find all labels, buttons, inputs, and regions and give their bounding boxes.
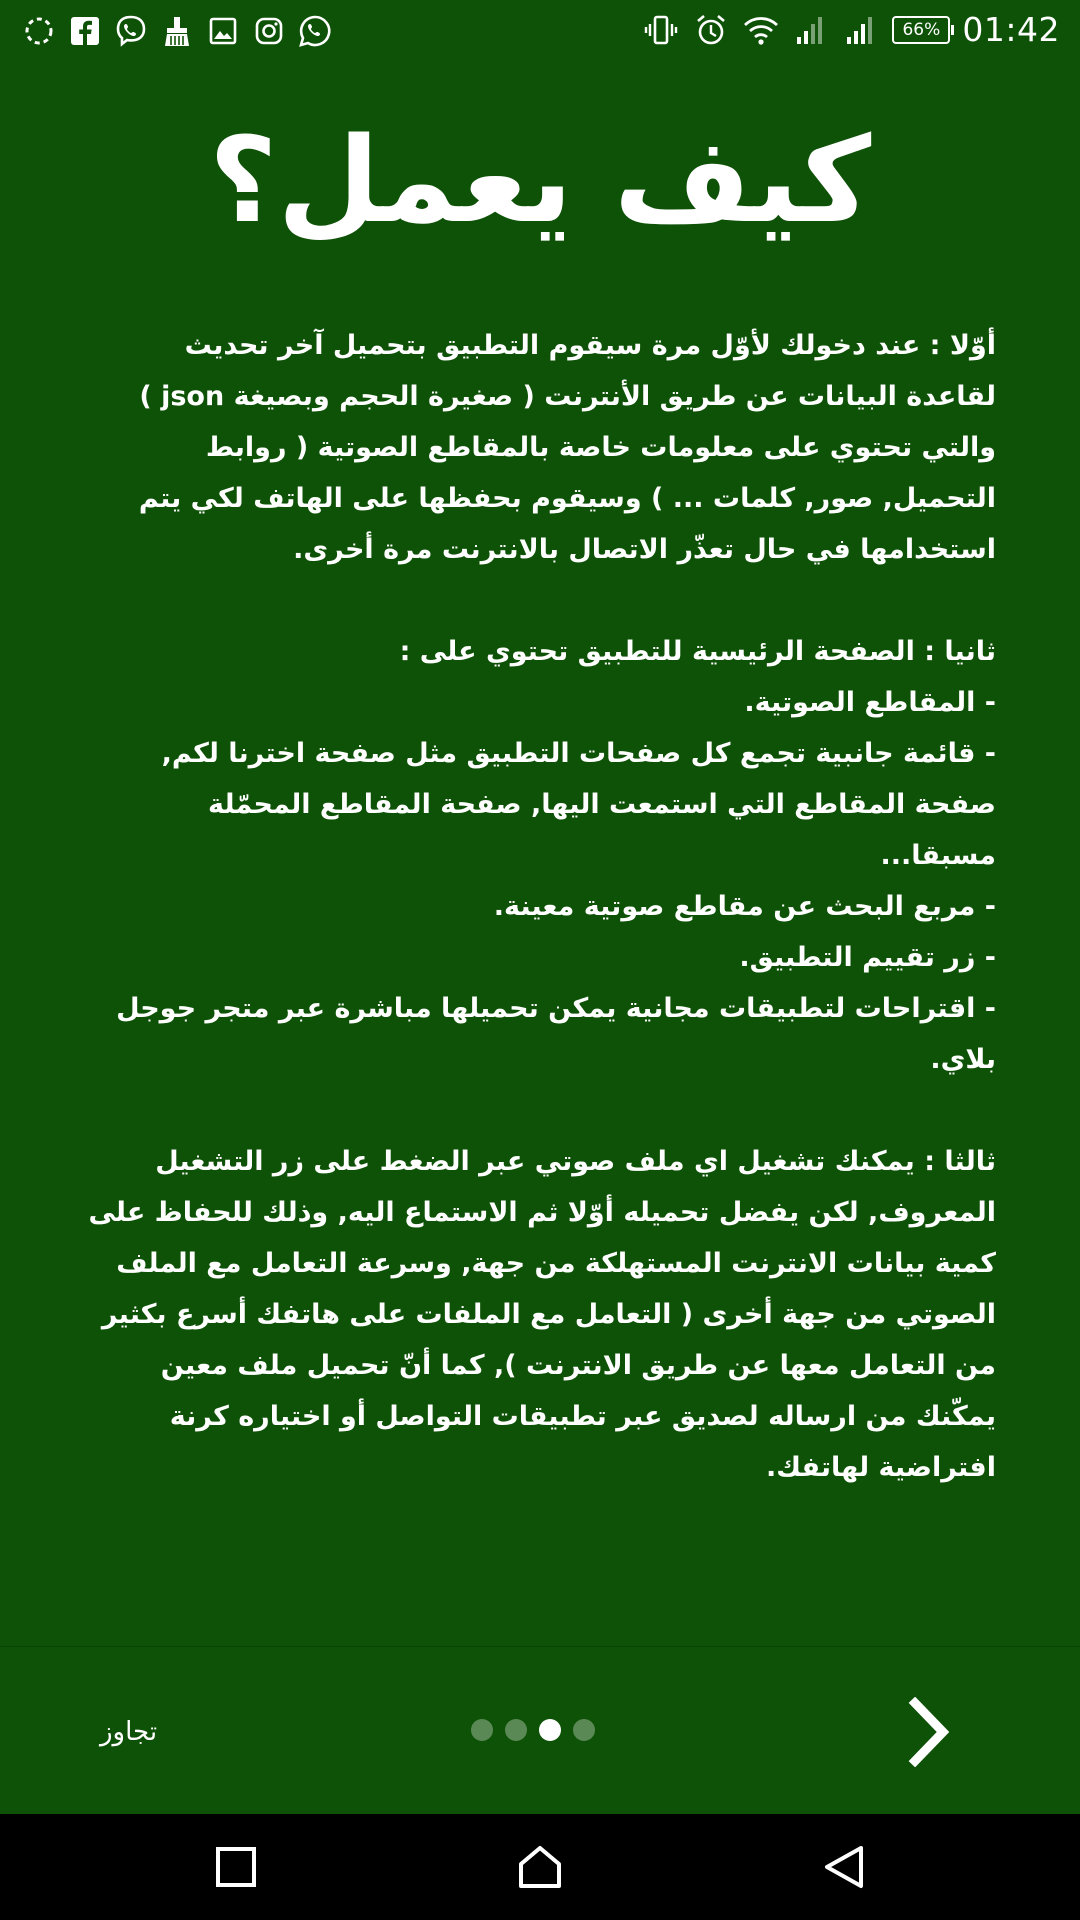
vibrate-icon xyxy=(642,11,680,49)
status-clock: 01:42 xyxy=(962,10,1060,49)
next-button[interactable] xyxy=(895,1692,965,1772)
page-dot[interactable] xyxy=(471,1719,493,1741)
notification-icons xyxy=(20,12,334,50)
chevron-right-icon xyxy=(905,1697,955,1767)
gallery-image-icon xyxy=(204,12,242,50)
paragraph-second-heading: ثانيا : الصفحة الرئيسية للتطبيق تحتوي على : xyxy=(399,636,996,667)
list-item: - اقتراحات لتطبيقات مجانية يمكن تحميلها مباشرة عبر متجر جوجل بلاي. xyxy=(116,993,996,1075)
paragraph-third: ثالثا : يمكنك تشغيل اي ملف صوتي عبر الضغط على زر التشغيل المعروف, لكن يفضل تحميله أوّلا ثم الاستماع اليه, وذلك للحفاظ على كمية بيانات الانترنت المستهلكة من جهة, وسرعة التعامل مع الملف الصوتي من جهة أخرى ( التعامل مع الملفات على هاتفك أسرع بكثير من التعامل معها عن طريق الانترنت ), كما أنّ تحميل ملف معين يمكّنك من ارساله لصديق عبر تطبيقات التواصل أو اختياره كرنة افتراضية لهاتفك. xyxy=(88,1146,996,1483)
recent-apps-button[interactable] xyxy=(206,1837,266,1897)
list-item: - المقاطع الصوتية. xyxy=(744,687,996,718)
list-item: - مربع البحث عن مقاطع صوتية معينة. xyxy=(493,891,996,922)
home-button[interactable] xyxy=(510,1837,570,1897)
page-dot-active[interactable] xyxy=(539,1719,561,1741)
back-icon xyxy=(821,1844,867,1890)
viber-icon xyxy=(112,12,150,50)
paragraph-spacer xyxy=(86,575,996,626)
page-dot[interactable] xyxy=(505,1719,527,1741)
page-dot[interactable] xyxy=(573,1719,595,1741)
intro-content xyxy=(86,320,996,1493)
signal-icon xyxy=(792,11,830,49)
page-title: كيف يعمل؟ xyxy=(208,111,872,249)
sync-icon xyxy=(20,12,58,50)
page-indicator xyxy=(471,1719,595,1741)
signal-icon xyxy=(842,11,880,49)
wifi-icon xyxy=(742,11,780,49)
whatsapp-icon xyxy=(296,12,334,50)
paragraph-spacer xyxy=(86,1085,996,1136)
status-bar xyxy=(0,0,1080,62)
system-navigation-bar xyxy=(0,1814,1080,1920)
instagram-icon xyxy=(250,12,288,50)
list-item: - زر تقييم التطبيق. xyxy=(739,942,996,973)
cleaner-broom-icon xyxy=(158,12,196,50)
system-status xyxy=(642,10,1060,49)
list-item: - قائمة جانبية تجمع كل صفحات التطبيق مثل صفحة اخترنا لكم, صفحة المقاطع التي استمعت اليها, صفحة المقاطع المحمّلة مسبقا... xyxy=(161,738,996,871)
battery-indicator: 66% xyxy=(892,16,950,44)
intro-navigation xyxy=(0,1646,1080,1814)
skip-button[interactable]: تجاوز xyxy=(100,1717,158,1747)
recent-apps-icon xyxy=(214,1845,258,1889)
facebook-icon xyxy=(66,12,104,50)
back-button[interactable] xyxy=(814,1837,874,1897)
home-icon xyxy=(517,1844,563,1890)
alarm-icon xyxy=(692,11,730,49)
paragraph-first: أوّلا : عند دخولك لأوّل مرة سيقوم التطبيق بتحميل آخر تحديث لقاعدة البيانات عن طريق الأنترنت ( صغيرة الحجم وبصيغة json ) والتي تحتوي على معلومات خاصة بالمقاطع الصوتية ( روابط التحميل, صور, كلمات ... ) وسيقوم بحفظها على الهاتف لكي يتم استخدامها في حال تعذّر الاتصال بالانترنت مرة أخرى. xyxy=(138,330,996,565)
